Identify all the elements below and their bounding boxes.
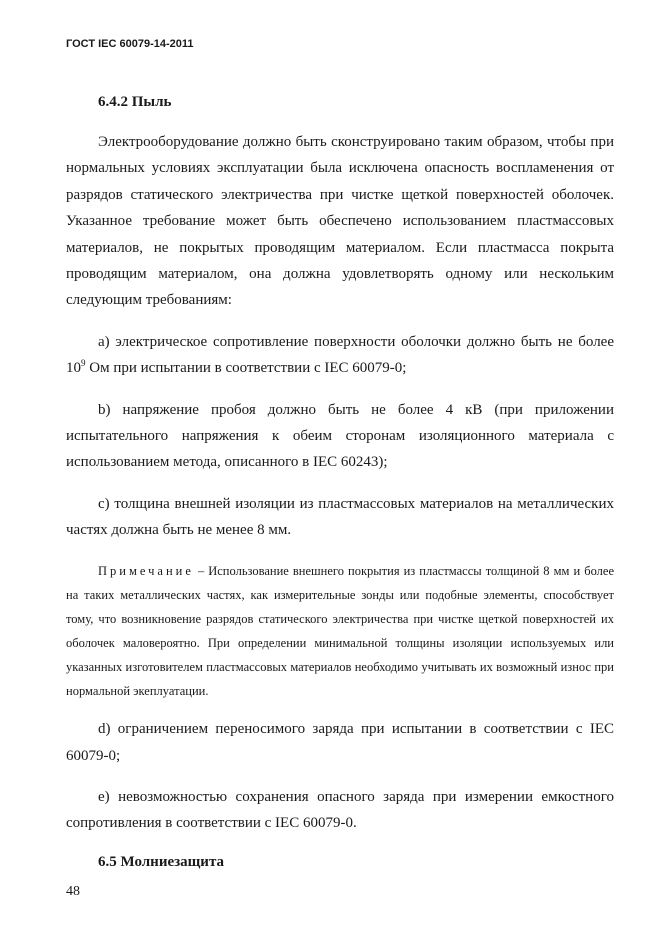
page-number: 48 [66,884,80,899]
item-a-text: а) электрическое сопротивление поверхности оболочки должно быть не более 10 [66,333,614,377]
note-text: – Использование внешнего покрытия из пластмассы толщиной 8 мм и более на таких металлических частях, как измерительные зонды или подобные элементы, способствует тому, что возникновение разрядов статического электричества при чистке щеткой поверхностей их оболочек маловероятно. При определении минимальной толщины изоляции используемых или указанных изготовителем пластмассовых материалов необходимо учитывать их возможный износ при нормальной экеплуатации. [66,563,614,699]
section-heading-6-4-2: 6.4.2 Пыль [98,94,172,110]
item-a-text-end: Ом при испытании в соответствии с IEC 60079-0; [85,360,407,377]
list-item-b: b) напряжение пробоя должно быть не более 4 кВ (при приложении испытательного напряжения к обеим сторонам изоляционного материала с использованием метода, описанного в IEC 60243); [66,401,614,471]
section-heading-6-5: 6.5 Молниезащита [98,853,225,870]
list-item-c: с) толщина внешней изоляции из пластмассовых материалов на металлических частях должна быть не менее 8 мм. [66,495,614,539]
list-item-a [66,329,614,382]
list-item-e: е) невозможностью сохранения опасного заряда при измерении емкостного сопротивления в соответствии с IEC 60079-0. [66,789,614,832]
intro-paragraph: Электрооборудование должно быть сконструировано таким образом, чтобы при нормальных условиях эксплуатации была исключена опасность воспламенения от разрядов статического электричества при чистке щеткой поверхностей оболочек. Указанное требование может быть обеспечено использованием пластмассовых материалов, не покрытых проводящим материалом. Если пластмасса покрыта проводящим материалом, она должна удовлетворять одному или нескольким следующим требованиям: [66,134,614,309]
list-item-d: d) ограничением переносимого заряда при испытании в соответствии с IEC 60079-0; [66,721,614,764]
note-paragraph [66,559,614,704]
page-body [66,92,614,889]
document-header: ГОСТ IEC 60079-14-2011 [66,38,194,50]
item-a-exponent: 9 [81,358,86,369]
note-label: Примечание [98,563,194,578]
